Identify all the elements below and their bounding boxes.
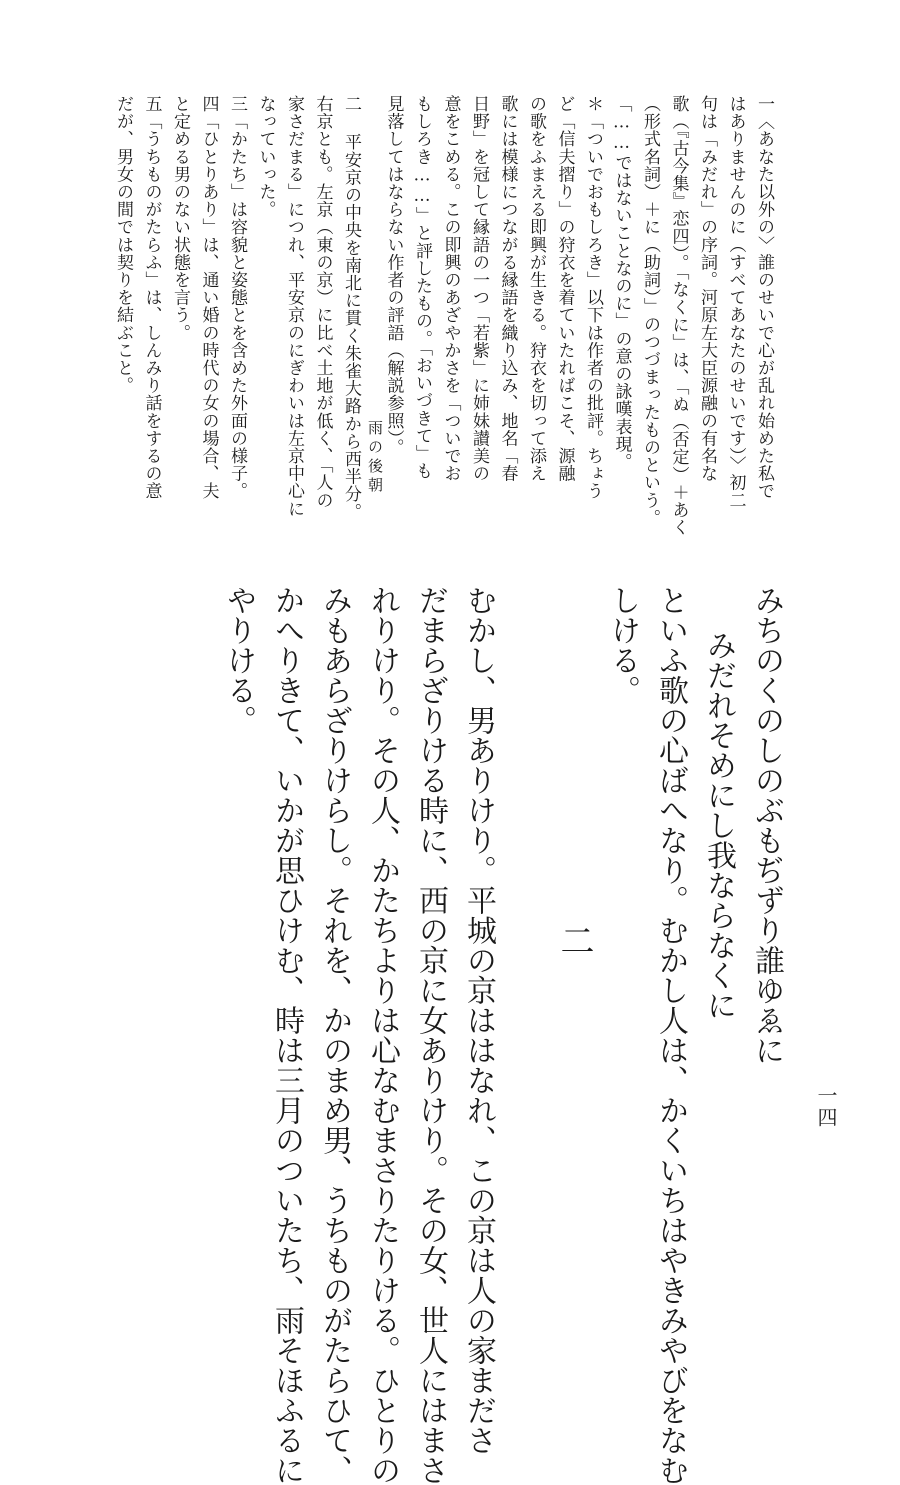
- prose-line: といふ歌の心ばへなり。むかし人は、かくいちはやきみやびをなむ: [653, 585, 688, 1485]
- note-line: はありませんのに（すべてあなたのせいです）〉初二: [725, 95, 746, 509]
- note-line: 四「ひとりあり」は、通い婚の時代の女の場合、夫: [198, 95, 219, 500]
- note-line: 家さだまる」につれ、平安京のにぎわいは左京中心に: [284, 95, 304, 518]
- note-line: ＊「ついでおもしろき」以下は作者の批評。ちょう: [583, 95, 603, 500]
- prose-line: むかし、男ありけり。平城の京ははなれ、この京は人の家まださ: [461, 585, 496, 1455]
- prose-line: やりける。: [221, 585, 256, 735]
- note-line: 「……ではないことなのに」の意の詠嘆表現。: [611, 95, 632, 471]
- poem-line: みちのくのしのぶもぢずり誰ゆゑに: [749, 585, 784, 1065]
- prose-line: だまらざりける時に、西の京に女ありけり。その女、世人にはまさ: [413, 585, 448, 1485]
- note-line: 歌には模様につながる縁語を織り込み、地名「春: [497, 95, 518, 483]
- note-line: なっていった。: [255, 95, 276, 219]
- note-line: 句は「みだれ」の序詞。河原左大臣源融の有名な: [697, 95, 717, 483]
- note-line: もしろき……」と評したもの。「おいづきて」も: [412, 95, 432, 480]
- prose-line: みもあらざりけらし。それを、かのまめ男、うちものがたらひて、: [317, 585, 352, 1485]
- prose-line: れりけり。その人、かたちよりは心なむまさりたりける。ひとりの: [365, 585, 400, 1485]
- note-line: 日野」を冠して縁語の一つ「若紫」に姉妹讃美の: [469, 95, 489, 483]
- poem-line: みだれそめにし我ならなくに: [701, 630, 736, 1020]
- note-line: 二 平安京の中央を南北に貫く朱雀大路から西半分。: [341, 95, 361, 521]
- note-line: だが、男女の間では契りを結ぶこと。: [113, 95, 133, 395]
- note-line: 見落してはならない作者の評語（解説参照）。: [383, 95, 404, 457]
- annotation-notes: [113, 95, 778, 537]
- note-line: 意をこめる。この即興のあざやかさを「ついでお: [440, 95, 461, 483]
- section-number: 二: [554, 923, 594, 957]
- note-line: 右京とも。左京（東の京）に比べ土地が低く、「人の: [312, 95, 333, 509]
- note-line: （形式名詞）＋に（助詞）」のつづまったものという。: [640, 95, 660, 527]
- note-line: 一〈あなた以外の〉誰のせいで心が乱れ始めた私で: [754, 95, 774, 500]
- notes-section-heading: 雨の後朝: [366, 420, 384, 496]
- page-number: 一四: [814, 1085, 838, 1129]
- note-line: 歌（『古今集』恋四）。「なくに」は、「ぬ（否定）＋あく: [668, 95, 689, 537]
- note-line: と定める男のない状態を言う。: [170, 95, 190, 342]
- note-line: 三「かたち」は容貌と姿態とを含めた外面の様子。: [227, 95, 247, 500]
- prose-line: しける。: [605, 585, 640, 705]
- note-line: ど「信夫摺り」の狩衣を着ていたればこそ、源融: [554, 95, 575, 483]
- prose-line: かへりきて、いかが思ひけむ、時は三月のついたち、雨そほふるに: [269, 585, 304, 1485]
- note-line: の歌をふまえる即興が生きる。狩衣を切って添え: [526, 95, 546, 483]
- note-line: 五「うちものがたらふ」は、しんみり話をするの意: [141, 95, 162, 500]
- main-text: [110, 585, 790, 1485]
